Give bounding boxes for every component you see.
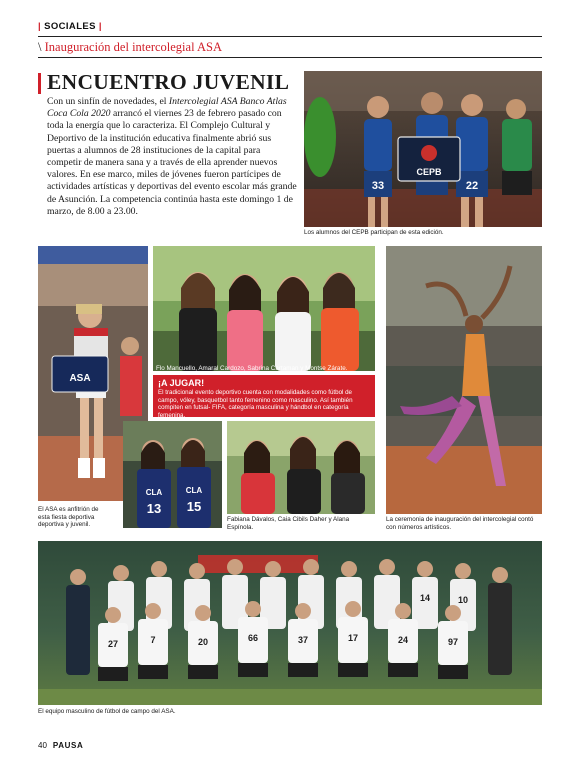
promo-title: ¡A JUGAR!	[158, 378, 205, 388]
cla-jersey-number-2: 15	[186, 499, 202, 514]
team-jersey-number-2: 7	[150, 635, 156, 645]
header-rule	[38, 36, 542, 37]
article-body-rest: arrancó el viernes 23 de febrero pasado con toda la energía que lo caracteriza. El Complejo Cultural y Deportivo de la institución educativa finalmente abrió sus puertas a alumnos de 28 instituciones de la capital para competir de manera sana y a través de ella aprender nuevos valores. En ese marco, miles de jóvenes fueron partícipes de actividades artísticas y deportivas del evento escolar más grande de Asunción. La competencia continúa hasta este domingo 1 de marzo, de 8.00 a 23.00.	[47, 108, 297, 217]
subsection-slash: \	[38, 40, 42, 54]
section-tag-bar-right: |	[98, 21, 102, 32]
article-body	[47, 96, 297, 218]
article-body-intro: Con un sinfín de novedades, el	[47, 96, 169, 107]
caption-football-team: El equipo masculino de fútbol de campo del ASA.	[38, 708, 176, 715]
promo-box	[153, 375, 375, 417]
cla-jersey-text-1: CLA	[145, 488, 163, 497]
photo-four-girls	[153, 246, 375, 371]
page-number: 40	[38, 741, 47, 750]
team-jersey-number-10: 14	[419, 593, 431, 603]
photo-three-girls	[227, 421, 375, 514]
promo-body: El tradicional evento deportivo cuenta con modalidades como fútbol de campo, vóley, basquetbol tanto femenino como masculino. Así también compiten en futsal- FIFA, categoría masculina y hándbol en categoría femenina.	[158, 389, 353, 419]
caption-dancer: La ceremonia de inauguración del intercolegial contó con números artísticos.	[386, 516, 534, 531]
team-jersey-number-4: 66	[247, 633, 259, 643]
team-jersey-number-1: 27	[107, 639, 119, 649]
cepb-sign-text: CEPB	[416, 167, 442, 177]
team-jersey-number-5: 37	[297, 635, 309, 645]
caption-four-girls: Flo Mancuello, Amaral Cardozo, Sabrina Cartaman y Montse Zárate.	[156, 365, 348, 372]
article-title: ENCUENTRO JUVENIL	[47, 70, 290, 94]
subsection-rule	[38, 57, 542, 58]
photo-dancer	[386, 246, 542, 514]
photo-football-team	[38, 541, 542, 705]
magazine-brand: PAUSA	[52, 741, 84, 750]
photo-cla-players	[123, 421, 222, 528]
team-jersey-number-9: 10	[457, 595, 469, 605]
page-footer	[38, 741, 83, 750]
subsection-text: Inauguración del intercolegial ASA	[44, 40, 222, 54]
cla-jersey-text-2: CLA	[185, 486, 203, 495]
event-name: Intercolegial ASA Banco Atlas Coca Cola 2020	[47, 96, 287, 120]
caption-asa-host: El ASA es anfitrión de esta fiesta deportiva deportiva y juvenil.	[38, 506, 99, 529]
asa-sign-text: ASA	[69, 373, 91, 384]
cla-jersey-number-1: 13	[146, 501, 162, 516]
section-name: SOCIALES	[44, 21, 96, 32]
photo-cepb-students	[304, 71, 542, 227]
caption-cepb: Los alumnos del CEPB participan de esta edición.	[304, 229, 444, 236]
section-tag-bar-left: |	[38, 21, 42, 32]
subsection-title	[38, 40, 222, 55]
cepb-jersey-number-2: 22	[465, 180, 479, 192]
section-tag	[38, 21, 102, 32]
team-jersey-number-7: 24	[397, 635, 409, 645]
caption-three-girls: Fabiana Dávalos, Caia Cibils Daher y Alana Espínola.	[227, 516, 350, 531]
cepb-jersey-number-1: 33	[371, 180, 385, 192]
team-jersey-number-6: 17	[347, 633, 359, 643]
team-jersey-number-8: 97	[447, 637, 459, 647]
title-accent-bar	[38, 73, 41, 94]
team-jersey-number-3: 20	[197, 637, 209, 647]
